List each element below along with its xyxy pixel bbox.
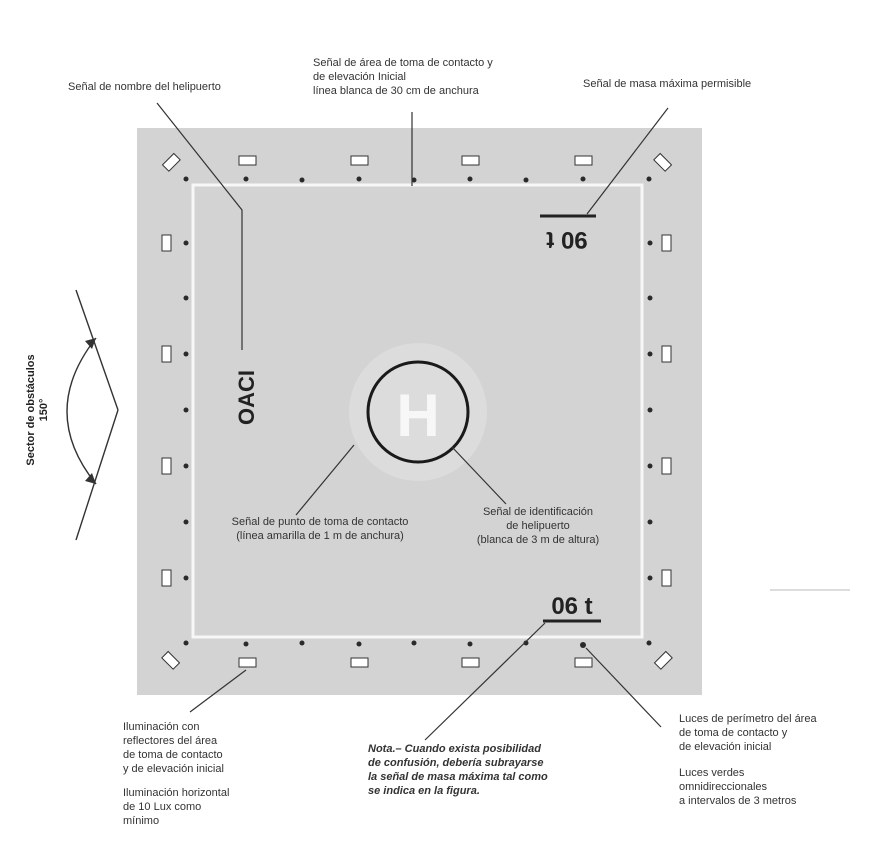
perimeter-light [648,408,653,413]
perimeter-light [300,641,305,646]
label-line: Señal de área de toma de contacto y [313,57,493,69]
heliport-name: OACI [234,370,259,425]
perimeter-light [184,241,189,246]
sector-arrows [85,338,96,484]
perimeter-light [648,296,653,301]
floodlight [351,658,368,667]
perimeter-light [648,241,653,246]
perimeter-light [244,642,249,647]
label-line: mínimo [123,815,160,827]
perimeter-light [468,642,473,647]
label-line: Señal de identificación [482,506,594,518]
floodlight [662,346,671,362]
label-floodlighting [123,720,229,828]
label-line: la señal de masa máxima tal como [368,771,548,783]
floodlight [162,235,171,251]
floodlight [162,570,171,586]
sector-label: Sector de obstáculos [25,354,37,466]
floodlight [462,658,479,667]
floodlight [575,658,592,667]
perimeter-light [184,408,189,413]
perimeter-light [357,642,362,647]
perimeter-light [648,352,653,357]
perimeter-light [184,177,189,182]
arrow-head [85,473,96,484]
label-line: (blanca de 3 m de altura) [476,534,600,546]
floodlight [162,346,171,362]
perimeter-light [648,576,653,581]
label-line: Señal de punto de toma de contacto [231,516,409,528]
h-letter: H [396,382,440,449]
label-perimeter-lights [679,712,817,808]
floodlight [239,156,256,165]
label-touchdown-area [313,56,493,98]
sector-angle: 150° [38,398,50,422]
floodlight [662,570,671,586]
perimeter-light [184,464,189,469]
label-line: de helipuerto [506,520,570,532]
label-line: de confusión, debería subrayarse [368,757,544,769]
label-identification [468,505,608,547]
label-line: de elevación inicial [679,741,772,753]
perimeter-light [648,464,653,469]
floodlight [162,458,171,474]
label-heliport-name: Señal de nombre del helipuerto [68,81,221,93]
floodlight [662,458,671,474]
perimeter-light [468,177,473,182]
label-line: se indica en la figura. [368,785,480,797]
label-line: Luces de perímetro del área [679,713,817,725]
sector-line [76,410,118,540]
label-spacer [679,754,817,766]
perimeter-light [524,178,529,183]
label-line: de 10 Lux como [123,801,202,813]
floodlight [462,156,479,165]
label-line: Luces verdes [679,767,745,779]
mass-top: 90 t [546,226,588,253]
label-touchdown-point [220,515,420,543]
obstacle-sector [67,290,118,540]
perimeter-light [244,177,249,182]
label-line: y de elevación inicial [123,763,224,775]
perimeter-light [647,641,652,646]
perimeter-light [184,641,189,646]
mass-bottom: 06 t [551,593,593,620]
perimeter-light [184,352,189,357]
perimeter-light [357,177,362,182]
label-line: Iluminación con [123,721,200,733]
label-line: omnidireccionales [679,781,768,793]
label-line: de elevación Inicial [313,71,406,83]
label-line: de toma de contacto [123,749,223,761]
perimeter-light [580,642,586,648]
label-line: Nota.– Cuando exista posibilidad [368,743,541,755]
label-line: de toma de contacto y [679,727,788,739]
perimeter-light [648,520,653,525]
label-line: (línea amarilla de 1 m de anchura) [236,530,404,542]
label-line: línea blanca de 30 cm de anchura [313,85,479,97]
floodlight [239,658,256,667]
floodlight [575,156,592,165]
label-max-mass: Señal de masa máxima permisible [583,78,752,90]
label-line: Iluminación horizontal [123,787,230,799]
label-note [368,742,548,798]
label-line: a intervalos de 3 metros [679,795,797,807]
perimeter-light [412,641,417,646]
label-spacer [123,776,229,786]
perimeter-light [300,178,305,183]
floodlight [351,156,368,165]
perimeter-light [184,576,189,581]
sector-line [76,290,118,410]
perimeter-light [184,296,189,301]
floodlight [662,235,671,251]
perimeter-light [581,177,586,182]
label-line: reflectores del área [123,735,218,747]
sector-arc [67,338,96,484]
perimeter-light [647,177,652,182]
perimeter-light [184,520,189,525]
